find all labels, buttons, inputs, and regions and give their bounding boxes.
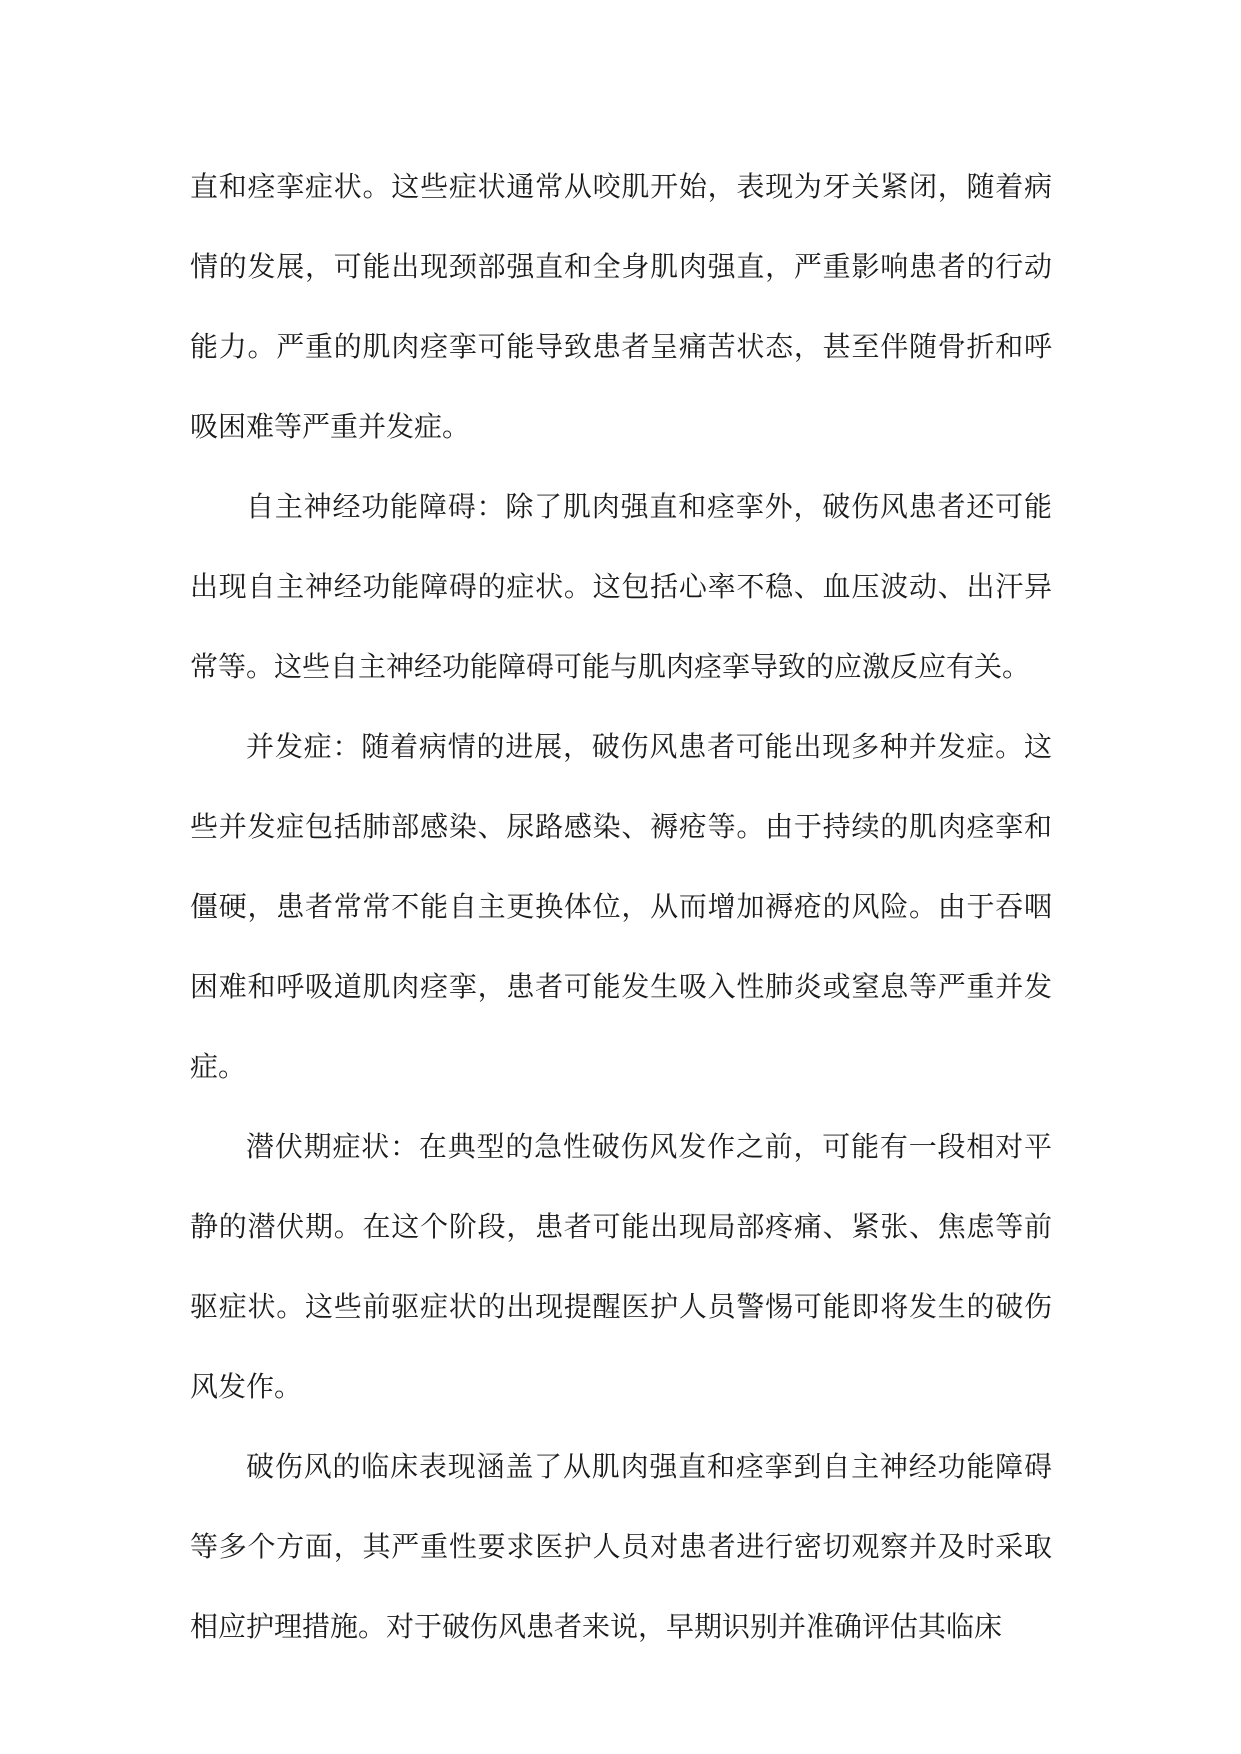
paragraph-autonomic-dysfunction: 自主神经功能障碍：除了肌肉强直和痉挛外，破伤风患者还可能出现自主神经功能障碍的症状。这包括心率不稳、血压波动、出汗异常等。这些自主神经功能障碍可能与肌肉痉挛导致的应激反应有关。 <box>190 490 1052 683</box>
paragraph-complications: 并发症：随着病情的进展，破伤风患者可能出现多种并发症。这些并发症包括肺部感染、尿路感染、褥疮等。由于持续的肌肉痉挛和僵硬，患者常常不能自主更换体位，从而增加褥疮的风险。由于吞咽困难和呼吸道肌肉痉挛，患者可能发生吸入性肺炎或窒息等严重并发症。 <box>190 730 1052 1083</box>
paragraph-incubation-symptoms: 潜伏期症状：在典型的急性破伤风发作之前，可能有一段相对平静的潜伏期。在这个阶段，患者可能出现局部疼痛、紧张、焦虑等前驱症状。这些前驱症状的出现提醒医护人员警惕可能即将发生的破伤风发作。 <box>190 1130 1052 1403</box>
text-column <box>190 147 1052 1667</box>
paragraph-continuation: 直和痉挛症状。这些症状通常从咬肌开始，表现为牙关紧闭，随着病情的发展，可能出现颈部强直和全身肌肉强直，严重影响患者的行动能力。严重的肌肉痉挛可能导致患者呈痛苦状态，甚至伴随骨折和呼吸困难等严重并发症。 <box>190 170 1052 443</box>
paragraph-summary: 破伤风的临床表现涵盖了从肌肉强直和痉挛到自主神经功能障碍等多个方面，其严重性要求医护人员对患者进行密切观察并及时采取相应护理措施。对于破伤风患者来说，早期识别并准确评估其临床 <box>190 1450 1052 1643</box>
